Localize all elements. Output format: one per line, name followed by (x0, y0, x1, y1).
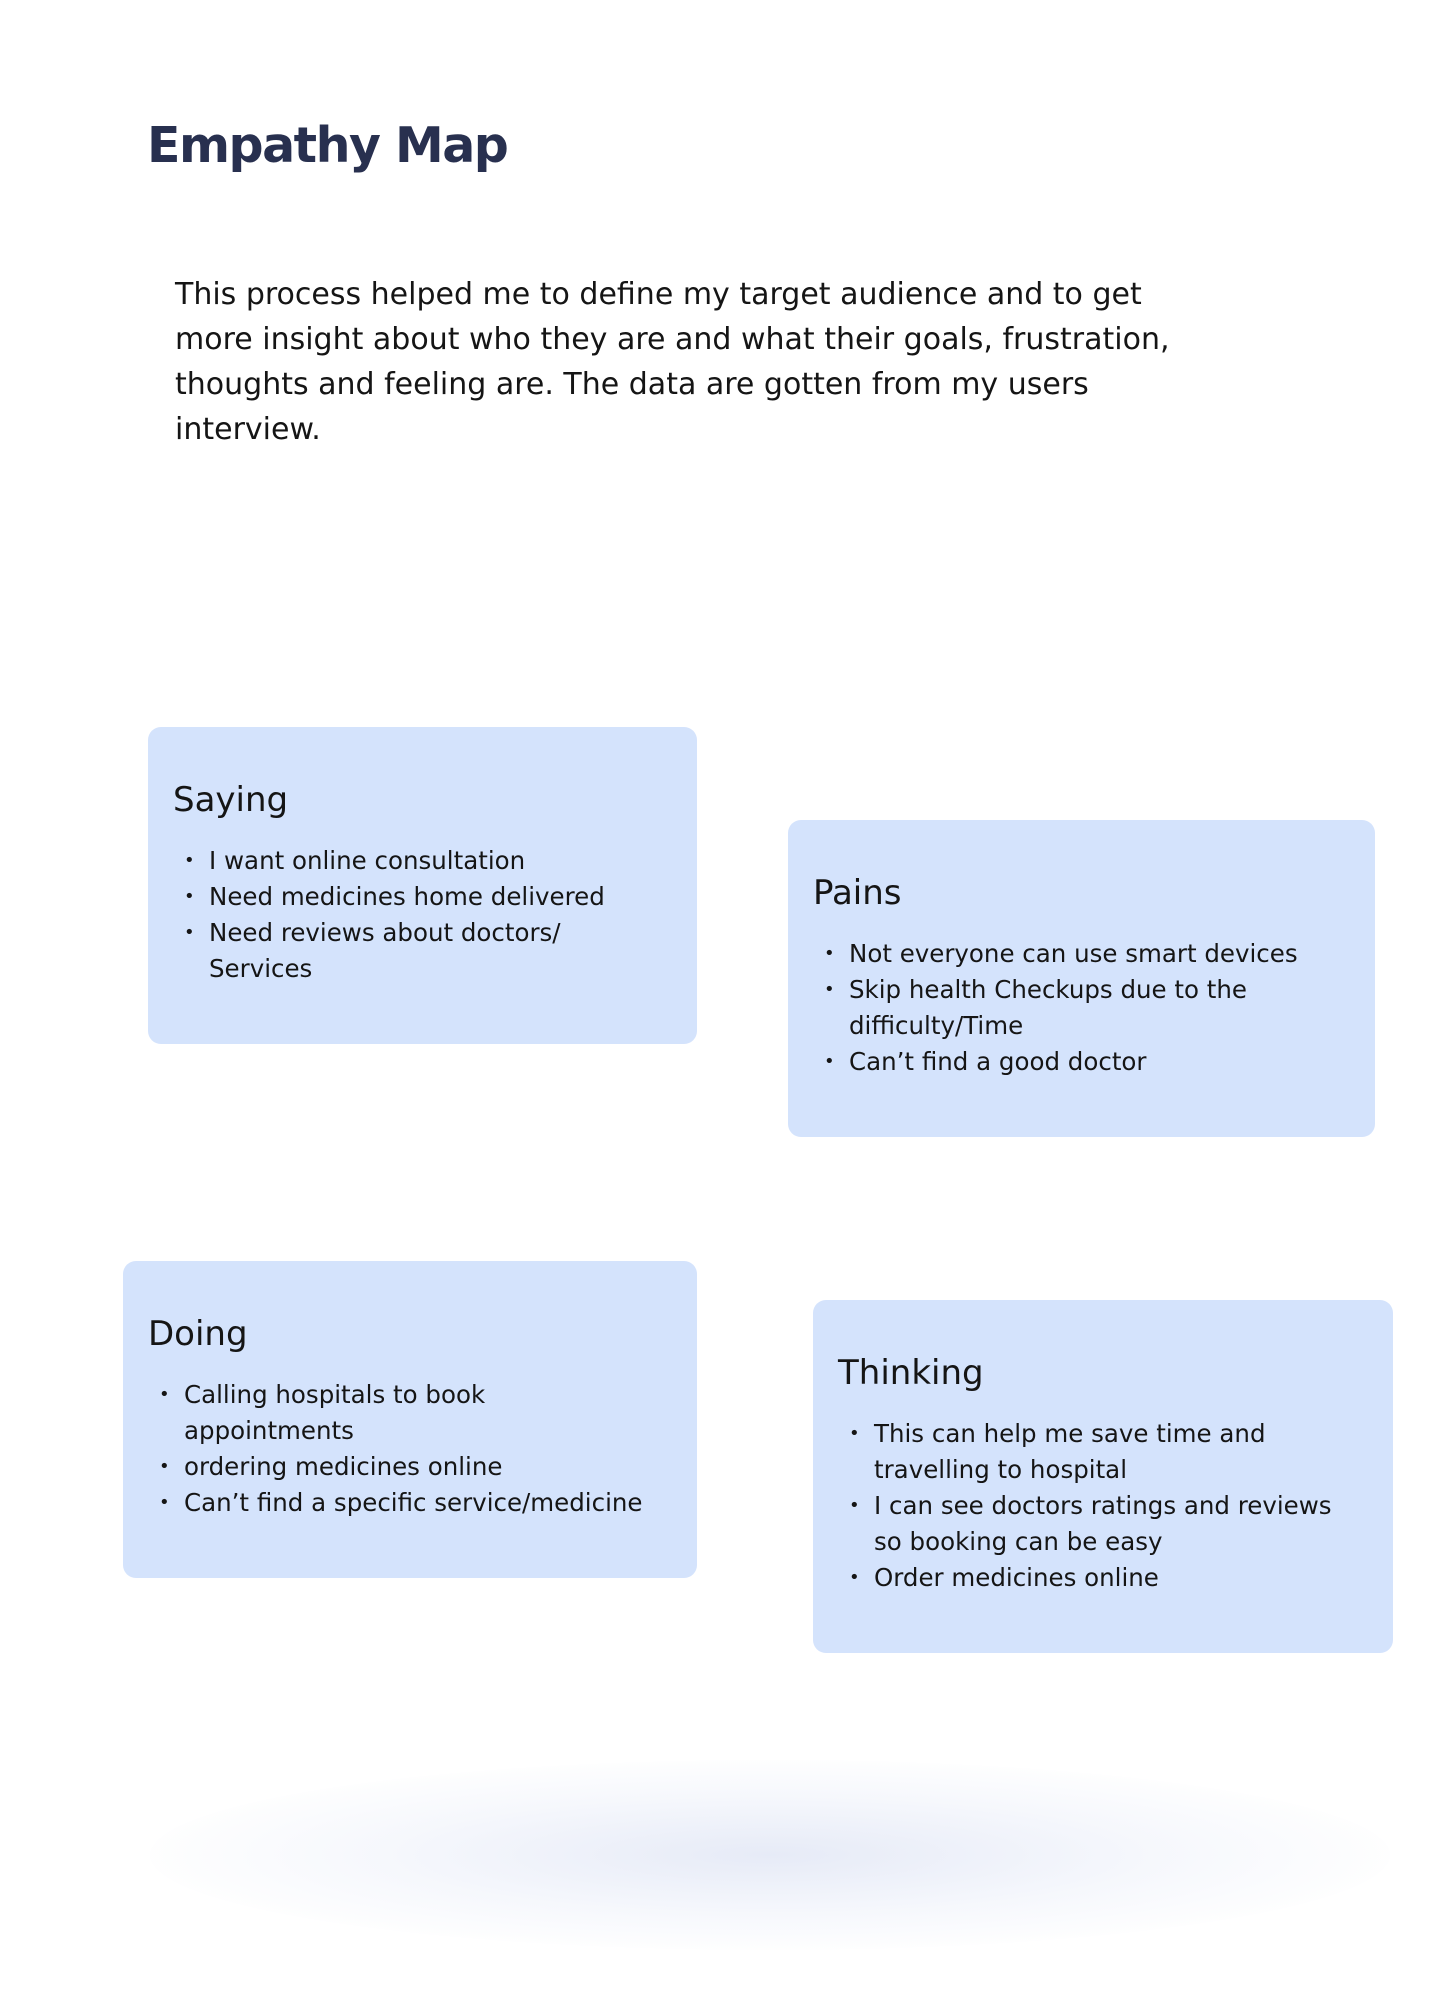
list-item-line: so booking can be easy (874, 1527, 1163, 1556)
bullet-icon: • (159, 1456, 170, 1477)
bullet-icon: • (849, 1567, 860, 1588)
bullet-icon: • (824, 1051, 835, 1072)
pains-card-title: Pains (813, 873, 902, 913)
list-item-line: travelling to hospital (874, 1455, 1128, 1484)
list-item (838, 1560, 1393, 1596)
list-item-line: Order medicines online (874, 1563, 1159, 1592)
list-item (838, 1488, 1393, 1560)
bullet-icon: • (849, 1423, 860, 1444)
pains-list (813, 936, 1375, 1080)
list-item-line: I can see doctors ratings and reviews (874, 1491, 1332, 1520)
bullet-icon: • (184, 850, 195, 871)
list-item (148, 1377, 697, 1449)
page-title: Empathy Map (147, 117, 508, 174)
list-item-line: Not everyone can use smart devices (849, 939, 1298, 968)
doing-card (123, 1261, 697, 1578)
bullet-icon: • (824, 943, 835, 964)
bullet-icon: • (184, 922, 195, 943)
thinking-card (813, 1300, 1393, 1653)
list-item (148, 1449, 697, 1485)
bullet-icon: • (849, 1495, 860, 1516)
thinking-list (838, 1416, 1393, 1596)
list-item-line: Services (209, 954, 313, 983)
bullet-icon: • (159, 1492, 170, 1513)
list-item-line: Need reviews about doctors/ (209, 918, 561, 947)
doing-card-title: Doing (148, 1314, 248, 1354)
list-item-line: Can’t find a specific service/medicine (184, 1488, 643, 1517)
list-item (813, 972, 1375, 1044)
bullet-icon: • (824, 979, 835, 1000)
list-item-line: difficulty/Time (849, 1011, 1024, 1040)
saying-card-title: Saying (173, 780, 289, 820)
decorative-shadow (150, 1760, 1390, 1950)
list-item-line: Need medicines home delivered (209, 882, 605, 911)
list-item-line: ordering medicines online (184, 1452, 503, 1481)
bullet-icon: • (184, 886, 195, 907)
list-item (838, 1416, 1393, 1488)
thinking-card-title: Thinking (838, 1353, 984, 1393)
saying-card (148, 727, 697, 1044)
pains-card (788, 820, 1375, 1137)
list-item (813, 1044, 1375, 1080)
list-item (173, 843, 697, 879)
bullet-icon: • (159, 1384, 170, 1405)
list-item (173, 915, 697, 987)
list-item (813, 936, 1375, 972)
list-item-line: appointments (184, 1416, 354, 1445)
list-item-line: Skip health Checkups due to the (849, 975, 1248, 1004)
list-item-line: I want online consultation (209, 846, 526, 875)
list-item (148, 1485, 697, 1521)
doing-list (148, 1377, 697, 1521)
saying-list (173, 843, 697, 987)
list-item-line: Calling hospitals to book (184, 1380, 486, 1409)
list-item-line: This can help me save time and (874, 1419, 1266, 1448)
list-item-line: Can’t find a good doctor (849, 1047, 1147, 1076)
intro-paragraph: This process helped me to define my target audience and to get more insight about who they are and what their goals, frustration, thoughts and feeling are. The data are gotten from my users interview. (175, 277, 1170, 447)
list-item (173, 879, 697, 915)
